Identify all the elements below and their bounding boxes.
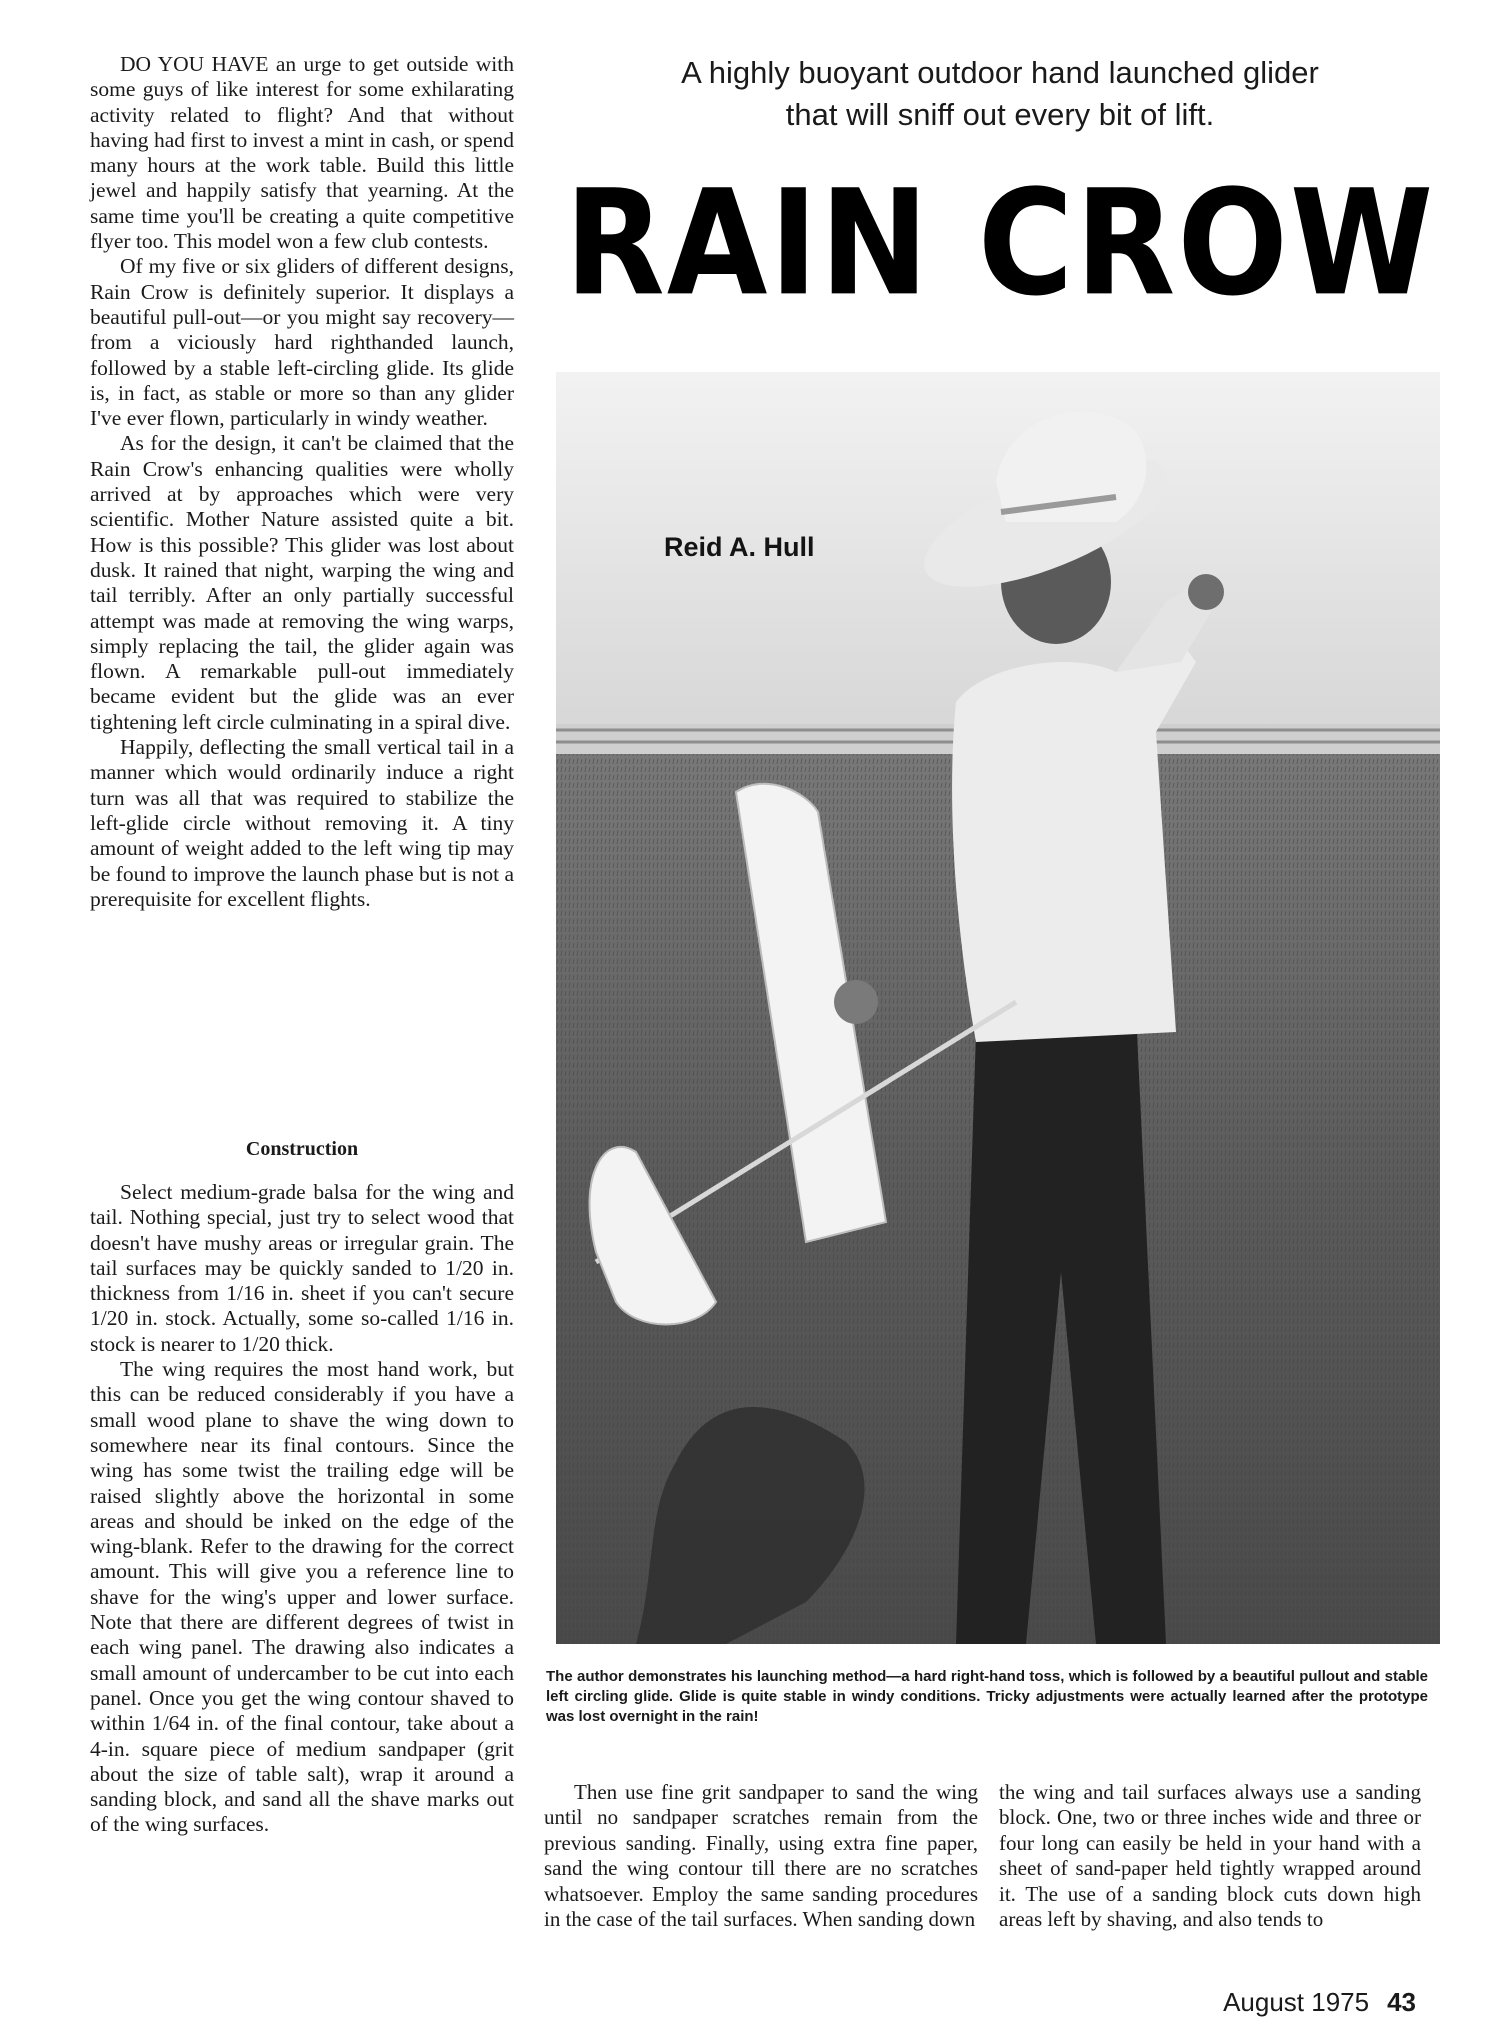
intro-paragraph-2: Of my five or six gliders of different designs, Rain Crow is definitely superior. It displays a beautiful pull-out—or you might say recovery—from a viciously hard righthanded launch, followed by a stable left-circling glide. Its glide is, in fact, as stable or more so than any glider I've ever flown, particularly in windy weather.	[90, 254, 514, 431]
continuation-column-2	[999, 1780, 1421, 1932]
author-byline: Reid A. Hull	[664, 532, 815, 562]
article-subtitle	[560, 52, 1440, 136]
article-title: RAIN CROW	[564, 157, 1436, 329]
construction-paragraph-2: The wing requires the most hand work, but this can be reduced considerably if you have a small wood plane to shave the wing down to somewhere near its final contours. Since the wing has some twist the trailing edge will be raised slightly above the horizontal in some areas and should be inked on the edge of the wing-blank. Refer to the drawing for the correct amount. This will give you a reference line to shave for the wing's upper and lower surface. Note that there are different degrees of twist in each wing panel. The drawing also indicates a small amount of undercamber to be cut into each panel. Once you get the wing contour shaved to within 1/64 in. of the final contour, take about a 4-in. square piece of medium sandpaper (grit about the size of table salt), wrap it around a sanding block, and sand all the shave marks out of the wing surfaces.	[90, 1357, 514, 1837]
photo-caption: The author demonstrates his launching method—a hard right-hand toss, which is followed by a beautiful pullout and stable left circling glide. Glide is quite stable in windy conditions. Tricky adjustments were actually learned after the prototype was lost overnight in the rain!	[546, 1668, 1428, 1725]
intro-paragraph-4: Happily, deflecting the small vertical tail in a manner which would ordinarily induce a right turn was all that was required to stabilize the left-glide circle without removing it. A tiny amount of weight added to the left wing tip may be found to improve the launch phase but is not a prerequisite for excellent flights.	[90, 735, 514, 911]
intro-paragraph-3: As for the design, it can't be claimed that the Rain Crow's enhancing qualities were wholly arrived at by approaches which were very scientific. Mother Nature assisted quite a bit. How is this possible? This glider was lost about dusk. It rained that night, warping the wing and tail terribly. After an only partially successful attempt was made at removing the wing warps, simply replacing the tail, the glider again was flown. A remarkable pull-out immediately became evident but the glide was an ever tightening left circle culminating in a spiral dive.	[90, 431, 514, 734]
continuation-paragraph-2: the wing and tail surfaces always use a sanding block. One, two or three inches wide and three or four long can easily be held in your hand with a sheet of sand-paper held tightly wrapped around it. The use of a sanding block cuts down high areas left by shaving, and also tends to	[999, 1780, 1421, 1932]
page-footer	[1223, 1987, 1416, 2018]
construction-column	[90, 1180, 514, 1838]
construction-heading: Construction	[245, 1138, 359, 1160]
continuation-paragraph-1: Then use fine grit sandpaper to sand the wing until no sandpaper scratches remain from the previous sanding. Finally, using extra fine paper, sand the wing contour till there are no scratches whatsoever. Employ the same sanding procedures in the case of the tail surfaces. When sanding down	[544, 1780, 978, 1932]
subtitle-line-1: A highly buoyant outdoor hand launched glider	[681, 55, 1319, 90]
page-number: 43	[1387, 1987, 1416, 2017]
subtitle-line-2: that will sniff out every bit of lift.	[785, 97, 1215, 132]
construction-paragraph-1: Select medium-grade balsa for the wing and tail. Nothing special, just try to select wood that doesn't have mushy areas or irregular grain. The tail surfaces may be quickly sanded to 1/20 in. thickness from 1/16 in. sheet if you can't secure 1/20 in. stock. Actually, some so-called 1/16 in. stock is nearer to 1/20 thick.	[90, 1180, 514, 1356]
issue-date: August 1975	[1223, 1987, 1370, 2017]
intro-column	[90, 52, 514, 912]
intro-paragraph-1: DO YOU HAVE an urge to get outside with some guys of like interest for some exhilarating activity related to flight? And that without having had first to invest a mint in cash, or spend many hours at the work table. Build this little jewel and happily satisfy that yearning. At the same time you'll be creating a quite competitive flyer too. This model won a few club contests.	[90, 52, 514, 254]
continuation-column-1	[544, 1780, 978, 1932]
launch-photo	[556, 372, 1440, 1644]
